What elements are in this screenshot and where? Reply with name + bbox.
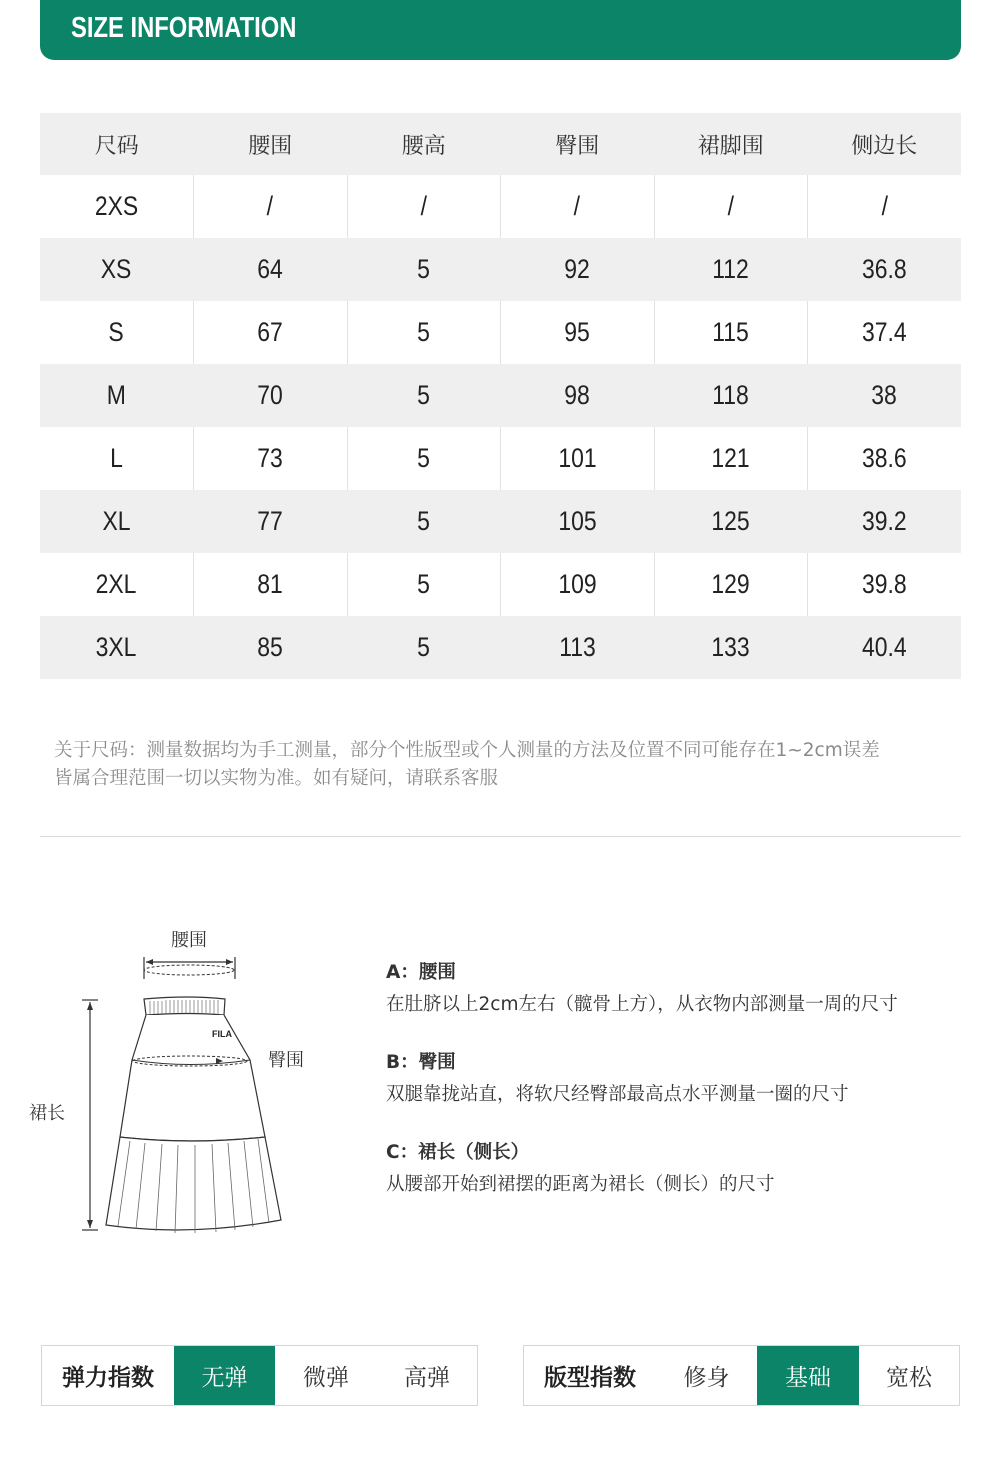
table-cell — [654, 427, 808, 490]
table-row — [40, 175, 961, 238]
table-cell — [808, 616, 962, 679]
table-cell-value: 115 — [712, 317, 750, 347]
header-hem: 裙脚围 — [654, 113, 808, 175]
table-cell — [347, 490, 501, 553]
table-cell-value: 133 — [711, 632, 750, 662]
table-cell-value: 5 — [417, 506, 431, 536]
banner-title: SIZE INFORMATION — [71, 12, 297, 44]
table-cell-value: XS — [101, 254, 132, 284]
size-info-banner — [40, 0, 961, 60]
table-cell — [654, 238, 808, 301]
table-cell — [194, 616, 348, 679]
table-row — [40, 427, 961, 490]
fit-scale — [523, 1345, 960, 1406]
table-row — [40, 301, 961, 364]
length-label: 裙长 — [29, 1103, 65, 1124]
table-cell-value: 105 — [558, 506, 597, 536]
brand-logo-text: FILA — [212, 1029, 232, 1039]
table-cell-value: 2XL — [96, 569, 137, 599]
table-row — [40, 490, 961, 553]
table-cell — [501, 427, 655, 490]
table-cell — [347, 238, 501, 301]
table-cell — [808, 238, 962, 301]
elasticity-scale — [41, 1345, 478, 1406]
waist-label: 腰围 — [171, 930, 207, 951]
table-cell-value: L — [110, 443, 123, 473]
table-cell — [40, 427, 194, 490]
table-cell — [501, 490, 655, 553]
desc-waist — [386, 958, 986, 1016]
table-cell-value: / — [727, 191, 734, 221]
table-cell-value: 112 — [712, 254, 750, 284]
table-cell-value: 129 — [711, 569, 750, 599]
header-waist: 腰围 — [194, 113, 348, 175]
table-cell — [40, 364, 194, 427]
table-cell — [808, 553, 962, 616]
header-size: 尺码 — [40, 113, 194, 175]
size-table — [40, 113, 961, 679]
elasticity-option-slight: 微弹 — [303, 1365, 349, 1391]
table-cell-value: 118 — [712, 380, 750, 410]
table-cell — [501, 364, 655, 427]
desc-hip — [386, 1048, 986, 1106]
desc-length — [386, 1138, 986, 1196]
table-cell — [654, 364, 808, 427]
table-cell — [194, 238, 348, 301]
table-cell — [40, 238, 194, 301]
divider — [40, 836, 961, 837]
table-cell — [347, 301, 501, 364]
table-cell-value: 73 — [257, 443, 284, 473]
table-cell-value: 70 — [257, 380, 284, 410]
table-cell — [808, 490, 962, 553]
fit-option-regular: 基础 — [757, 1346, 859, 1405]
table-cell — [808, 301, 962, 364]
table-cell — [194, 301, 348, 364]
fit-option-loose: 宽松 — [886, 1365, 932, 1391]
table-cell — [654, 301, 808, 364]
table-cell-value: 81 — [257, 569, 284, 599]
table-header-row — [40, 113, 961, 175]
table-cell-value: 40.4 — [862, 632, 907, 662]
desc-hip-title: B：臀围 — [386, 1052, 456, 1073]
table-cell — [194, 364, 348, 427]
table-row — [40, 553, 961, 616]
table-cell-value: / — [574, 191, 581, 221]
table-cell-value: 39.8 — [862, 569, 907, 599]
table-cell — [654, 490, 808, 553]
table-cell — [501, 238, 655, 301]
table-cell-value: 38 — [871, 380, 898, 410]
table-row — [40, 616, 961, 679]
table-cell — [40, 175, 194, 238]
table-cell-value: 37.4 — [862, 317, 907, 347]
elasticity-option-none: 无弹 — [174, 1346, 275, 1405]
table-cell-value: 95 — [564, 317, 591, 347]
desc-length-title: C：裙长（侧长） — [386, 1142, 530, 1163]
table-cell — [347, 175, 501, 238]
table-cell — [808, 364, 962, 427]
table-cell-value: 101 — [558, 443, 597, 473]
table-cell — [194, 553, 348, 616]
table-cell — [40, 490, 194, 553]
table-cell — [501, 616, 655, 679]
table-cell — [40, 301, 194, 364]
note-line-2: 皆属合理范围一切以实物为准。如有疑问，请联系客服 — [54, 768, 499, 789]
table-cell — [501, 301, 655, 364]
skirt-illustration — [20, 915, 350, 1245]
table-cell-value: 85 — [257, 632, 284, 662]
table-cell — [654, 175, 808, 238]
table-cell-value: 92 — [564, 254, 591, 284]
fit-option-slim: 修身 — [683, 1365, 730, 1391]
table-cell-value: / — [881, 191, 888, 221]
table-cell-value: / — [420, 191, 427, 221]
table-cell-value: XL — [102, 506, 131, 536]
elasticity-label: 弹力指数 — [62, 1365, 154, 1391]
desc-length-text: 从腰部开始到裙摆的距离为裙长（侧长）的尺寸 — [386, 1174, 775, 1195]
table-cell-value: 36.8 — [862, 254, 907, 284]
table-cell — [347, 364, 501, 427]
table-cell — [501, 553, 655, 616]
header-waist-height: 腰高 — [347, 113, 501, 175]
table-cell-value: 67 — [257, 317, 284, 347]
table-cell — [194, 175, 348, 238]
table-cell-value: 38.6 — [862, 443, 907, 473]
table-cell-value: 98 — [564, 380, 591, 410]
elasticity-option-high: 高弹 — [404, 1365, 450, 1391]
table-cell — [347, 616, 501, 679]
table-cell-value: 113 — [558, 632, 596, 662]
table-row — [40, 364, 961, 427]
table-cell-value: 5 — [417, 380, 431, 410]
table-cell — [808, 427, 962, 490]
table-cell — [347, 553, 501, 616]
table-cell-value: 109 — [558, 569, 597, 599]
table-cell — [194, 427, 348, 490]
header-side-length: 侧边长 — [808, 113, 962, 175]
desc-hip-text: 双腿靠拢站直，将软尺经臀部最高点水平测量一圈的尺寸 — [386, 1084, 849, 1105]
fit-label: 版型指数 — [544, 1365, 636, 1391]
table-cell-value: 125 — [711, 506, 750, 536]
table-cell-value: 39.2 — [862, 506, 907, 536]
table-cell-value: M — [106, 380, 127, 410]
table-cell-value: 64 — [257, 254, 284, 284]
table-cell-value: 2XS — [94, 191, 139, 221]
table-cell-value: 5 — [417, 632, 431, 662]
table-cell — [40, 616, 194, 679]
hip-label: 臀围 — [268, 1050, 304, 1071]
table-cell — [654, 616, 808, 679]
table-cell-value: 5 — [417, 317, 431, 347]
table-cell-value: 77 — [257, 506, 284, 536]
note-line-1: 关于尺码：测量数据均为手工测量，部分个性版型或个人测量的方法及位置不同可能存在1~2cm误差 — [54, 740, 880, 761]
desc-waist-text: 在肚脐以上2cm左右（髋骨上方），从衣物内部测量一周的尺寸 — [386, 994, 898, 1015]
table-cell-value: 3XL — [96, 632, 137, 662]
table-cell-value: S — [108, 317, 125, 347]
desc-waist-title: A：腰围 — [386, 962, 456, 983]
table-cell — [501, 175, 655, 238]
size-note — [54, 737, 954, 793]
table-cell — [347, 427, 501, 490]
table-cell-value: 5 — [417, 569, 431, 599]
header-hip: 臀围 — [501, 113, 655, 175]
table-cell-value: / — [267, 191, 274, 221]
table-cell — [654, 553, 808, 616]
table-cell-value: 5 — [417, 443, 431, 473]
table-row — [40, 238, 961, 301]
table-cell — [808, 175, 962, 238]
table-cell — [194, 490, 348, 553]
skirt-diagram — [20, 915, 350, 1245]
table-cell-value: 5 — [417, 254, 431, 284]
table-cell-value: 121 — [711, 443, 750, 473]
table-cell — [40, 553, 194, 616]
